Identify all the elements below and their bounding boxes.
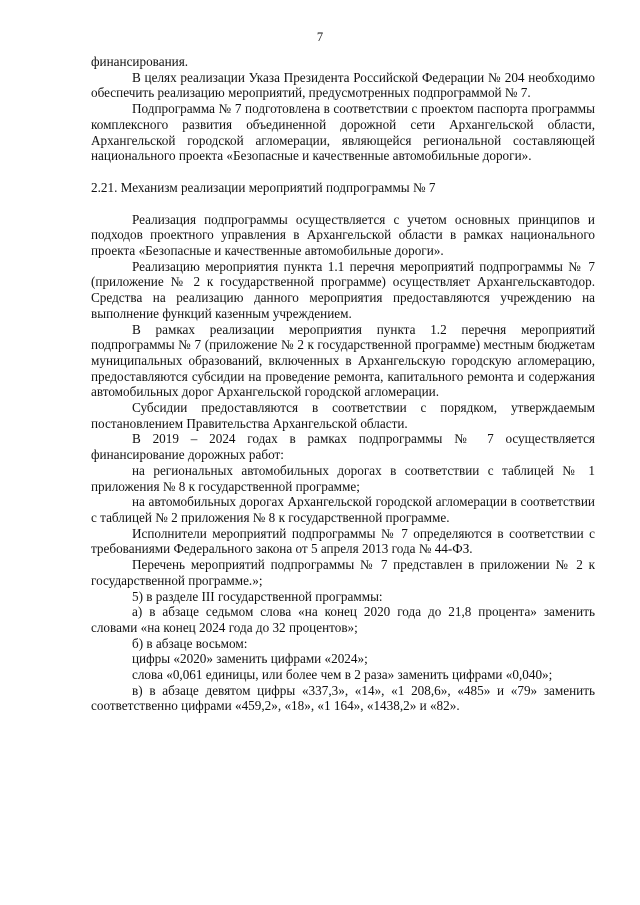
paragraph: на автомобильных дорогах Архангельской городской агломерации в соответствии с таблицей № 2 приложения № 8 к государственной программе. <box>91 494 595 525</box>
paragraph: В 2019 – 2024 годах в рамках подпрограммы № 7 осуществляется финансирование дорожных работ: <box>91 431 595 463</box>
paragraph: б) в абзаце восьмом: <box>132 635 248 651</box>
paragraph: цифры «2020» заменить цифрами «2024»; <box>132 651 368 667</box>
paragraph: на региональных автомобильных дорогах в соответствии с таблицей № 1 приложения № 8 к государственной программе; <box>91 462 595 494</box>
paragraph: Реализацию мероприятия пункта 1.1 перечня мероприятий подпрограммы № 7 (приложение № 2 к государственной программе) осуществляет Архангельскавтодор. Средства на реализацию данного мероприятия предоставляются учреждению на выполнение функций казенным учреждением. <box>91 258 595 321</box>
paragraph: Реализация подпрограммы осуществляется с учетом основных принципов и подходов проектного управления в Архангельской области в рамках национального проекта «Безопасные и качественные автомобильные дороги». <box>91 211 595 259</box>
document-body <box>91 54 595 714</box>
paragraph: а) в абзаце седьмом слова «на конец 2020 года до 21,8 процента» заменить словами «на конец 2024 года до 32 процентов»; <box>91 604 595 635</box>
paragraph: Перечень мероприятий подпрограммы № 7 представлен в приложении № 2 к государственной программе.»; <box>91 557 595 588</box>
paragraph: В рамках реализации мероприятия пункта 1.2 перечня мероприятий подпрограммы № 7 (приложение № 2 к государственной программе) местным бюджетам муниципальных образований, включенных в Архангельскую городскую агломерацию, предоставляются субсидии на проведение ремонта, капитального ремонта и содержания автомобильных дорог Архангельской городской агломерации. <box>91 321 595 400</box>
paragraph: Субсидии предоставляются в соответствии с порядком, утверждаемым постановлением Правительства Архангельской области. <box>91 400 595 431</box>
section-heading: 2.21. Механизм реализации мероприятий подпрограммы № 7 <box>91 179 436 195</box>
paragraph: В целях реализации Указа Президента Российской Федерации № 204 необходимо обеспечить реализацию мероприятий, предусмотренных подпрограммой № 7. <box>91 69 595 101</box>
page-number: 7 <box>316 30 324 44</box>
paragraph: Подпрограмма № 7 подготовлена в соответствии с проектом паспорта программы комплексного развития объединенной дорожной сети Архангельской области, Архангельской городской агломерации, являющейся региональной составляющей национального проекта «Безопасные и качественные автомобильные дороги». <box>91 101 595 164</box>
paragraph: в) в абзаце девятом цифры «337,3», «14», «1 208,6», «485» и «79» заменить соответственно цифрами «459,2», «18», «1 164», «1438,2» и «82». <box>91 682 595 714</box>
paragraph: Исполнители мероприятий подпрограммы № 7 определяются в соответствии с требованиями Федерального закона от 5 апреля 2013 года № 44-ФЗ. <box>91 525 595 557</box>
paragraph: слова «0,061 единицы, или более чем в 2 раза» заменить цифрами «0,040»; <box>132 667 553 683</box>
paragraph: финансирования. <box>91 54 189 69</box>
paragraph: 5) в разделе III государственной программы: <box>132 588 383 604</box>
